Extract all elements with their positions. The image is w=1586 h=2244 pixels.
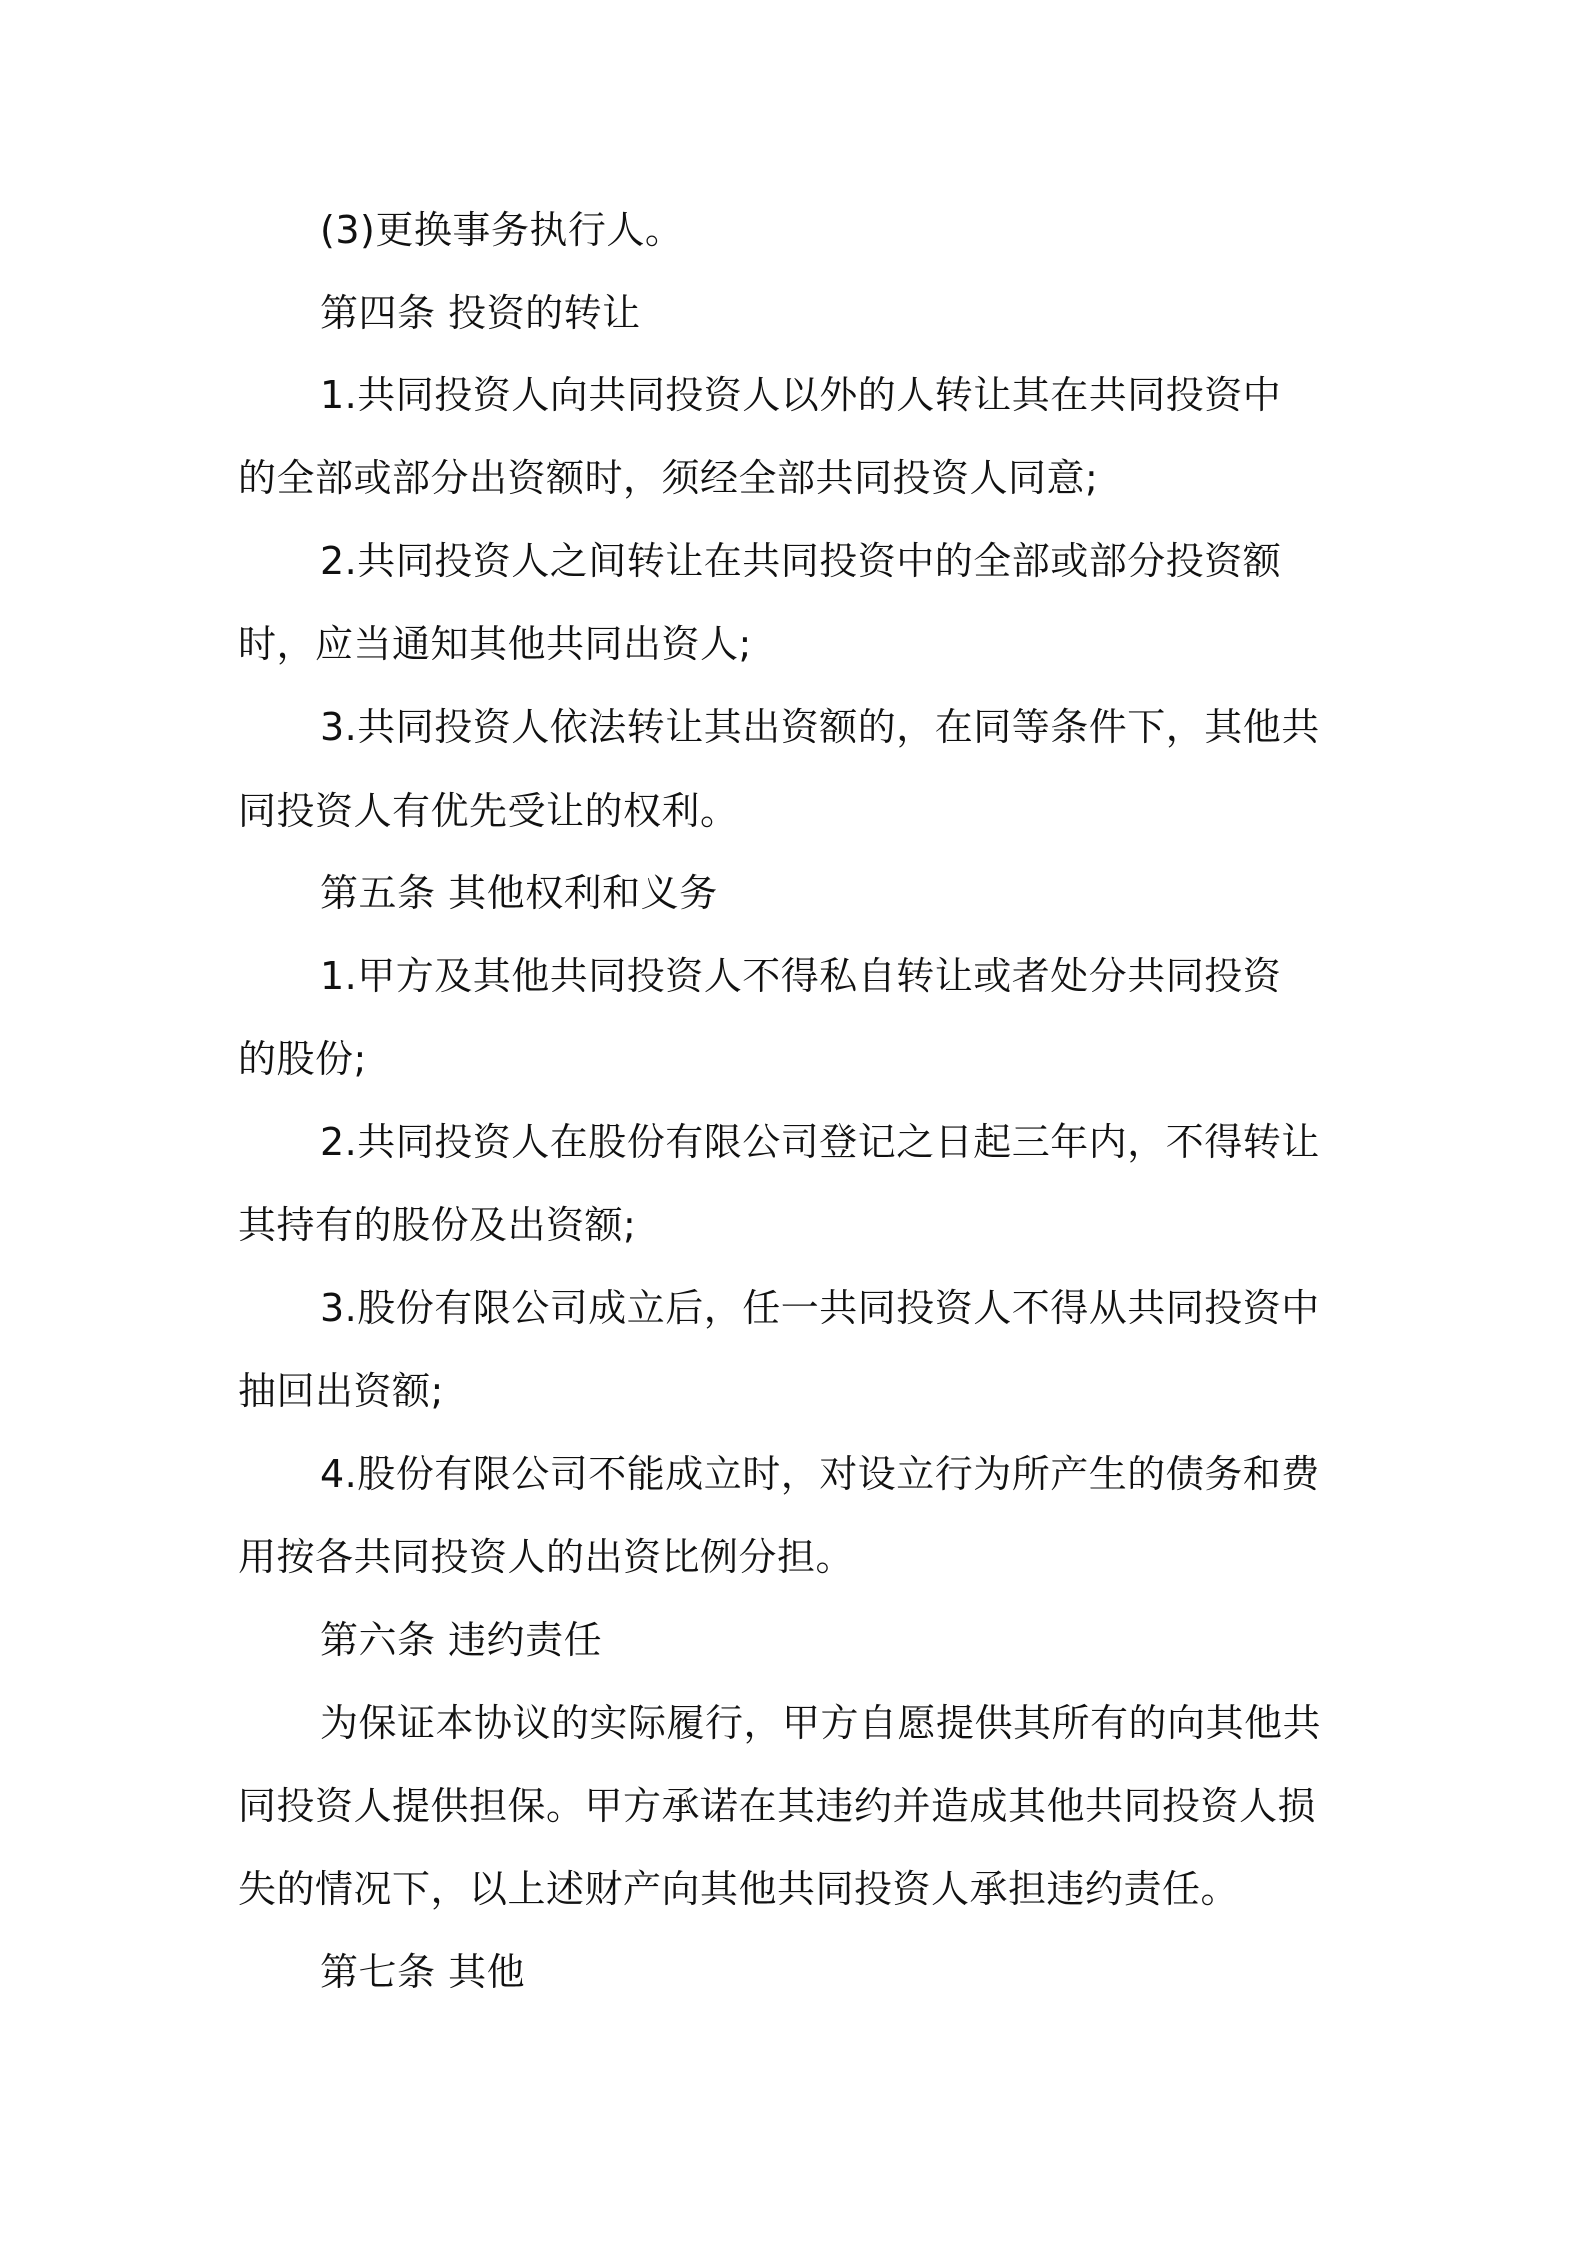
text-line: 2.共同投资人在股份有限公司登记之日起三年内，不得转让 [320, 1120, 1320, 1164]
text-line: 同投资人有优先受让的权利。 [238, 789, 739, 833]
text-line: 的股份; [238, 1037, 367, 1081]
text-line: 失的情况下，以上述财产向其他共同投资人承担违约责任。 [238, 1867, 1240, 1911]
section-heading: 第四条 投资的转让 [320, 291, 641, 335]
text-line: 1.甲方及其他共同投资人不得私自转让或者处分共同投资 [320, 954, 1282, 998]
text-line: (3)更换事务执行人。 [320, 208, 684, 252]
text-line: 2.共同投资人之间转让在共同投资中的全部或部分投资额 [320, 539, 1282, 583]
text-line: 同投资人提供担保。甲方承诺在其违约并造成其他共同投资人损 [238, 1784, 1317, 1828]
text-line: 时，应当通知其他共同出资人; [238, 622, 752, 666]
text-line: 抽回出资额; [238, 1369, 444, 1413]
text-line: 4.股份有限公司不能成立时，对设立行为所产生的债务和费 [320, 1452, 1320, 1496]
section-heading: 第七条 其他 [320, 1950, 526, 1994]
section-heading: 第五条 其他权利和义务 [320, 871, 718, 915]
text-line: 用按各共同投资人的出资比例分担。 [238, 1535, 855, 1579]
section-heading: 第六条 违约责任 [320, 1618, 603, 1662]
text-line: 3.股份有限公司成立后，任一共同投资人不得从共同投资中 [320, 1286, 1320, 1330]
text-line: 为保证本协议的实际履行，甲方自愿提供其所有的向其他共 [320, 1701, 1322, 1745]
text-line: 1.共同投资人向共同投资人以外的人转让其在共同投资中 [320, 373, 1282, 417]
text-line: 其持有的股份及出资额; [238, 1203, 637, 1247]
text-line: 3.共同投资人依法转让其出资额的，在同等条件下，其他共 [320, 705, 1320, 749]
text-line: 的全部或部分出资额时，须经全部共同投资人同意; [238, 456, 1099, 500]
